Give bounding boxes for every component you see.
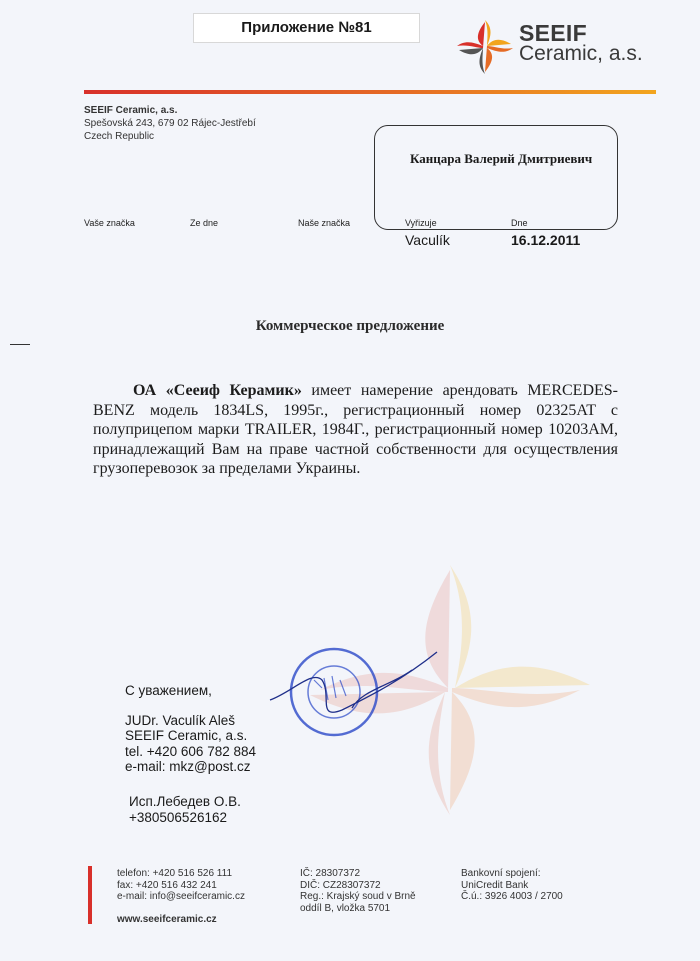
logo-name: SEEIF	[519, 20, 587, 46]
ref-handled-by: Vyřizuje	[405, 218, 437, 228]
footer-bank-account: Č.ú.: 3926 4003 / 2700	[461, 891, 563, 902]
sender-block	[84, 104, 256, 143]
body-paragraph	[93, 381, 618, 479]
footer-bank-title: Bankovní spojení:	[461, 868, 541, 879]
footer-registration	[300, 868, 416, 914]
footer-fax: fax: +420 516 432 241	[117, 879, 217, 891]
margin-mark	[10, 344, 30, 345]
footer-bank	[461, 868, 563, 903]
recipient-name: Канцара Валерий Дмитриевич	[410, 151, 593, 166]
footer-reg1: Reg.: Krajský soud v Brně	[300, 891, 416, 902]
executor-block	[129, 794, 241, 825]
recipient-box	[374, 125, 618, 230]
footer-email: e-mail: info@seeifceramic.cz	[117, 891, 245, 902]
annex-label: Приложение №81	[193, 13, 420, 43]
body-text: имеет намерение арендовать MERCEDES-BENZ модель 1834LS, 1995г., регистрационный номер 02325AT с полуприцепом марки TRAILER, 1984Г., регистрационный номер 10203AM, принадлежащий Вам на праве частной собственности для осуществления грузоперевозок за пределами Украины.	[93, 382, 619, 477]
footer-bank-name: UniCredit Bank	[461, 879, 529, 891]
signer-email: e-mail: mkz@post.cz	[125, 759, 251, 774]
executor-phone: +380506526162	[129, 809, 227, 825]
logo-subtitle: Ceramic, a.s.	[519, 42, 643, 65]
signer-tel: tel. +420 606 782 884	[125, 743, 256, 759]
ref-our-mark: Naše značka	[298, 218, 351, 228]
footer-dic: DIČ: CZ28307372	[300, 879, 381, 891]
logo-mark-icon	[455, 18, 515, 74]
footer-telefon: telefon: +420 516 526 111	[117, 868, 233, 879]
sender-country: Czech Republic	[84, 131, 155, 142]
footer-website: www.seeifceramic.cz	[117, 914, 217, 925]
date-value: 16.12.2011	[511, 232, 581, 248]
ref-your-mark: Vaše značka	[84, 218, 135, 228]
company-stamp-icon	[262, 640, 452, 750]
footer-contacts	[117, 868, 245, 903]
ref-from-date: Ze dne	[190, 218, 219, 228]
body-company: ОА «Сееиф Керамик»	[133, 382, 302, 399]
signer-company: SEEIF Ceramic, a.s.	[125, 728, 248, 743]
sender-address: Spešovská 243, 679 02 Rájec-Jestřebí	[84, 118, 256, 129]
handled-by-value: Vaculík	[405, 232, 450, 248]
executor-name: Исп.Лебедев О.В.	[129, 794, 241, 809]
header-rule	[84, 90, 656, 94]
footer-ic: IČ: 28307372	[300, 868, 361, 879]
sender-name: SEEIF Ceramic, a.s.	[84, 105, 178, 116]
ref-date: Dne	[511, 218, 528, 228]
signature-block	[125, 683, 256, 775]
greeting: С уважением,	[125, 683, 212, 698]
company-logo	[455, 18, 665, 74]
footer-accent-bar	[88, 866, 92, 924]
document-title: Коммерческое предложение	[255, 318, 445, 334]
footer-reg2: oddíl B, vložka 5701	[300, 902, 391, 914]
signer-name: JUDr. Vaculík Aleš	[125, 712, 236, 728]
